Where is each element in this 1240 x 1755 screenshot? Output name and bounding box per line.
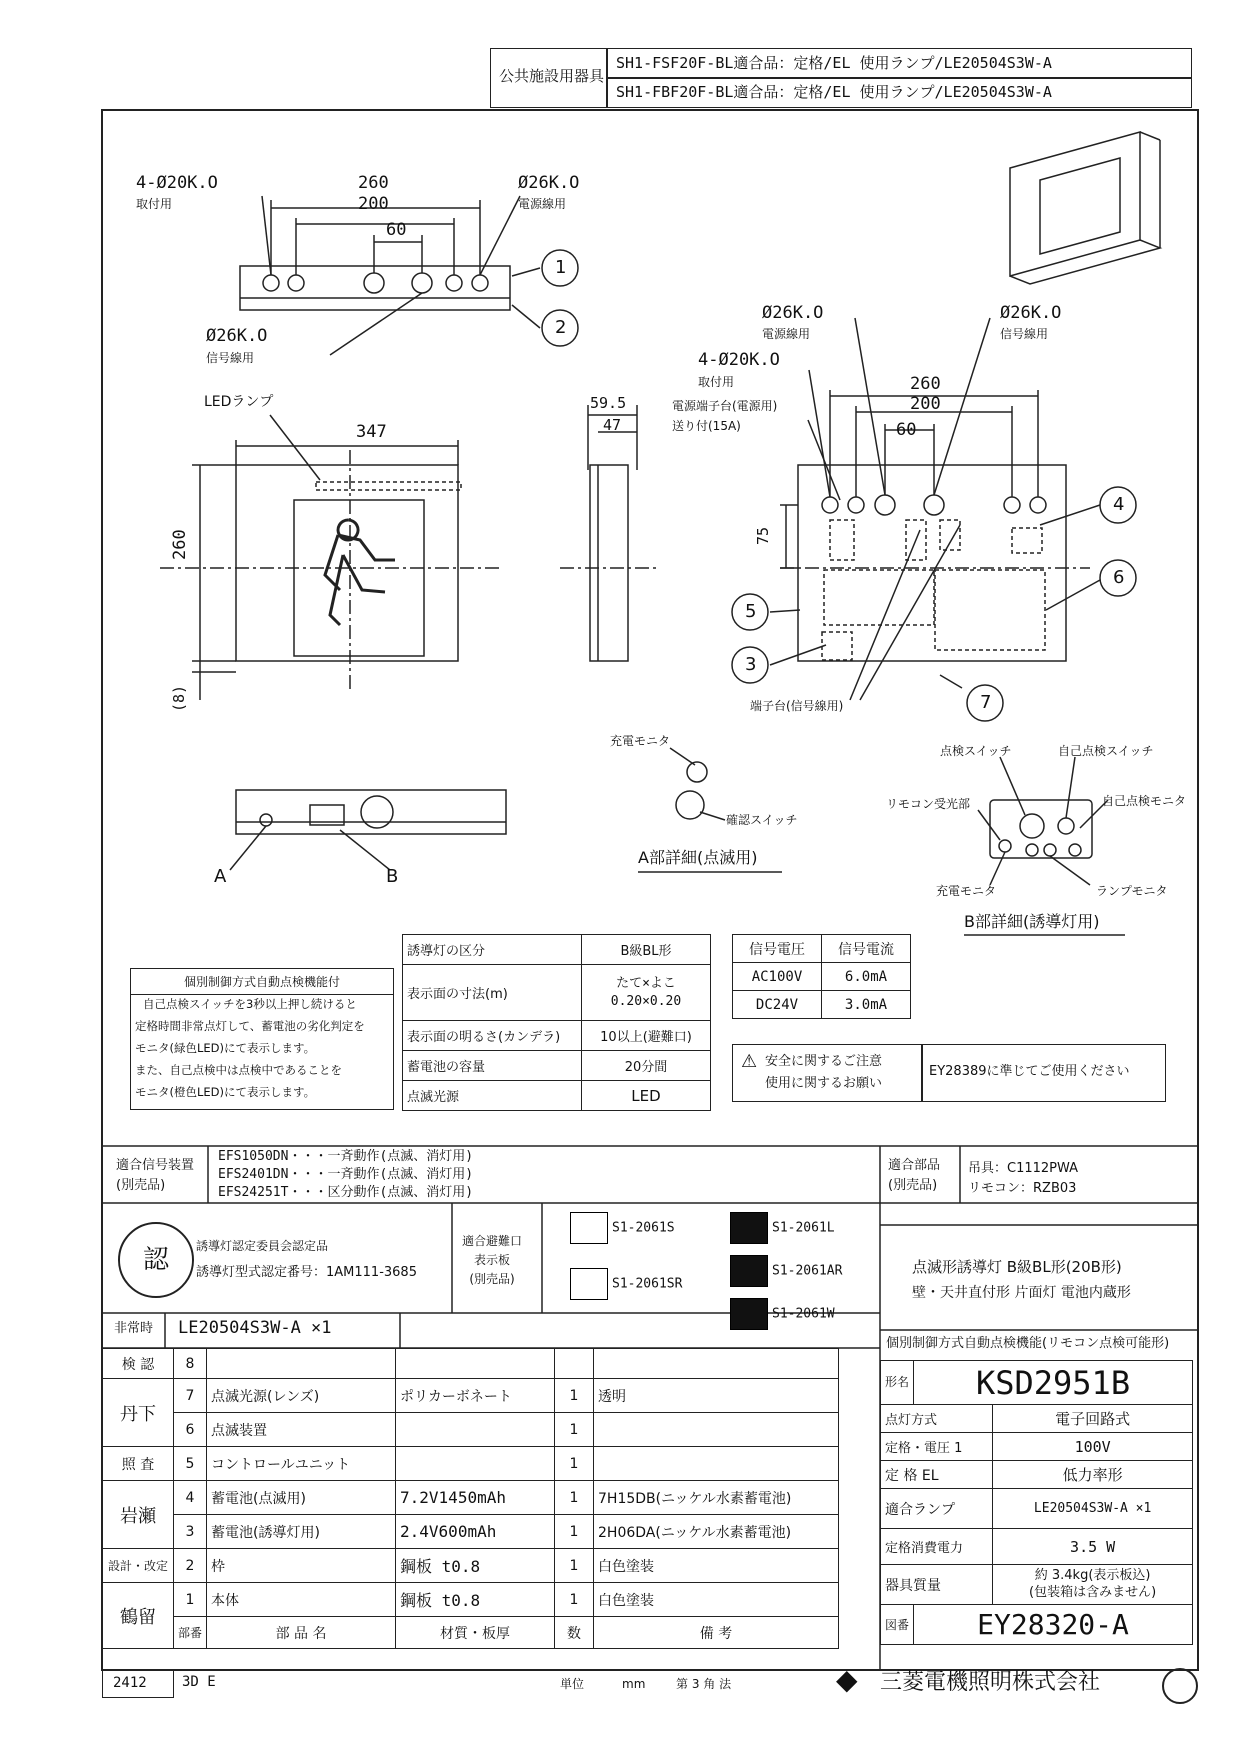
compat-signal-label: 適合信号装置 (別売品) <box>116 1158 195 1193</box>
part-no: 6 <box>174 1413 207 1447</box>
callout-2: 2 <box>555 317 567 338</box>
callout-5: 5 <box>745 601 757 622</box>
back-label-terminal-signal: 端子台(信号線用) <box>750 699 844 713</box>
circle-mark-icon <box>1162 1668 1198 1704</box>
parts-footer-cell: 材質・板厚 <box>396 1617 555 1649</box>
detail-b-remote-receiver: リモコン受光部 <box>886 797 971 811</box>
dim-8: (8) <box>170 684 188 712</box>
dim-4phi20: 4-Ø20K.O <box>136 173 218 193</box>
label-mount: 取付用 <box>136 197 173 211</box>
dim-60: 60 <box>386 220 407 240</box>
voltage-label: 定格・電圧 1 <box>881 1433 993 1461</box>
label-signal: 信号線用 <box>206 351 255 365</box>
lighting-label: 点灯方式 <box>881 1405 993 1433</box>
part-note <box>594 1447 839 1481</box>
part-note: 7H15DB(ニッケル水素蓄電池) <box>594 1481 839 1515</box>
part-qty: 1 <box>555 1379 594 1413</box>
part-name: 蓄電池(点滅用) <box>207 1481 396 1515</box>
part-material: 2.4V600mAh <box>396 1515 555 1549</box>
signoff-role: 設計・改定 <box>103 1549 174 1583</box>
safety-line-2: 使用に関するお願い <box>765 1076 883 1091</box>
safety-line-1: 安全に関するご注意 <box>765 1054 883 1069</box>
evac-panel-item: S1-2061W <box>730 1298 835 1330</box>
part-qty: 1 <box>555 1481 594 1515</box>
part-note: 2H06DA(ニッケル水素蓄電池) <box>594 1515 839 1549</box>
product-desc-line-2: 壁・天井直付形 片面灯 電池内蔵形 <box>912 1285 1131 1301</box>
signoff-role: 照 査 <box>103 1447 174 1481</box>
dim-260-vertical: 260 <box>170 529 190 560</box>
model-label: 形名 <box>881 1361 914 1405</box>
dim-200: 200 <box>358 194 389 214</box>
dim-347: 347 <box>356 422 387 442</box>
footer-company: 三菱電機照明株式会社 <box>880 1670 1101 1695</box>
self-check-line-4: また、自己点検中は点検中であることを <box>135 1063 342 1077</box>
part-material <box>396 1349 555 1379</box>
spec-value: LED <box>582 1081 711 1111</box>
callout-3: 3 <box>745 654 757 675</box>
part-note: 白色塗装 <box>594 1583 839 1617</box>
back-label-terminal-power: 電源端子台(電源用) <box>672 399 778 413</box>
part-note <box>594 1349 839 1379</box>
spec-panel-title: 個別制御方式自動点検機能(リモコン点検可能形) <box>886 1336 1170 1351</box>
part-qty: 1 <box>555 1549 594 1583</box>
part-material: 鋼板 t0.8 <box>396 1583 555 1617</box>
part-no: 5 <box>174 1447 207 1481</box>
part-material: ポリカーボネート <box>396 1379 555 1413</box>
footer-date-box <box>102 1670 174 1698</box>
detail-b-self-check-monitor: 自己点検モニタ <box>1102 794 1187 808</box>
footer-unit-label: 単位 <box>560 1677 585 1691</box>
part-no: 3 <box>174 1515 207 1549</box>
product-desc-line-1: 点滅形誘導灯 B級BL形(20B形) <box>912 1258 1122 1276</box>
part-name: 点滅装置 <box>207 1413 396 1447</box>
part-material <box>396 1413 555 1447</box>
drawing-number: EY28320-A <box>914 1605 1193 1645</box>
signal-cell: AC100V <box>733 963 822 991</box>
part-no: 8 <box>174 1349 207 1379</box>
spec-value: B級BL形 <box>582 935 711 965</box>
detail-a-check-switch: 確認スイッチ <box>726 813 798 827</box>
back-label-power: 電源線用 <box>762 327 811 341</box>
part-no: 7 <box>174 1379 207 1413</box>
lamp-value: LE20504S3W-A ×1 <box>993 1489 1193 1529</box>
back-label-mount: 取付用 <box>698 375 735 389</box>
mass-label: 器具質量 <box>881 1565 993 1605</box>
seal-text: 認 <box>142 1245 169 1275</box>
header-model-line-1: SH1-FSF20F-BL適合品：定格/EL 使用ランプ/LE20504S3W-A <box>616 54 1052 72</box>
compat-signal-item: EFS1050DN・・・一斉動作(点滅、消灯用) <box>218 1149 474 1164</box>
rating-value: 低力率形 <box>993 1461 1193 1489</box>
part-qty: 1 <box>555 1583 594 1617</box>
safety-box <box>732 1044 1166 1102</box>
callout-4: 4 <box>1113 494 1125 515</box>
footer-unit: mm <box>622 1677 646 1691</box>
dim-phi26-power: Ø26K.O <box>518 173 580 193</box>
evac-panel-label: 適合避難口 表示板 (別売品) <box>462 1234 523 1287</box>
parts-footer-cell: 数 <box>555 1617 594 1649</box>
compat-parts-item: 吊具：C1112PWA <box>968 1161 1079 1176</box>
back-dim-4phi20: 4-Ø20K.O <box>698 350 780 370</box>
parts-footer-cell: 部番 <box>174 1617 207 1649</box>
spec-value: 20分間 <box>582 1051 711 1081</box>
signal-header: 信号電圧 <box>733 935 822 963</box>
evac-panel-item: S1-2061AR <box>730 1255 842 1287</box>
cert-line-2: 誘導灯型式認定番号：1AM111-3685 <box>196 1265 417 1280</box>
model-number: KSD2951B <box>914 1361 1193 1405</box>
evac-sign-icon <box>730 1298 768 1330</box>
certification-seal <box>118 1222 194 1298</box>
self-check-title: 個別制御方式自動点検機能付 <box>131 973 393 995</box>
part-qty: 1 <box>555 1447 594 1481</box>
spec-label: 蓄電池の容量 <box>403 1051 582 1081</box>
emergency-value: LE20504S3W-A ×1 <box>178 1318 332 1338</box>
signal-table <box>732 934 911 1019</box>
spec-panel <box>880 1360 1193 1645</box>
self-check-line-3: モニタ(緑色LED)にて表示します。 <box>135 1041 316 1055</box>
part-no: 2 <box>174 1549 207 1583</box>
signoff-role: 検 認 <box>103 1349 174 1379</box>
back-label-signal: 信号線用 <box>1000 327 1049 341</box>
part-name: 本体 <box>207 1583 396 1617</box>
part-name: コントロールユニット <box>207 1447 396 1481</box>
back-phi26-signal: Ø26K.O <box>1000 303 1062 323</box>
evac-sign-icon <box>730 1212 768 1244</box>
evac-panel-item: S1-2061SR <box>570 1268 682 1300</box>
parts-footer-cell: 備 考 <box>594 1617 839 1649</box>
spec-label: 表示面の明るさ(カンデラ) <box>403 1021 582 1051</box>
dim-phi26-signal: Ø26K.O <box>206 326 268 346</box>
spec-value: 10以上(避難口) <box>582 1021 711 1051</box>
evac-panel-item: S1-2061L <box>730 1212 835 1244</box>
evac-sign-icon <box>730 1255 768 1287</box>
part-qty: 1 <box>555 1413 594 1447</box>
callout-1: 1 <box>555 257 567 278</box>
detail-a-charge-monitor: 充電モニタ <box>610 734 671 748</box>
parts-footer-cell: 部 品 名 <box>207 1617 396 1649</box>
back-label-feed: 送り付(15A) <box>672 419 741 433</box>
detail-b-self-check-switch: 自己点検スイッチ <box>1058 744 1154 758</box>
self-check-line-2: 定格時間非常点灯して、蓄電池の劣化判定を <box>135 1019 365 1033</box>
mitsubishi-logo-icon: ◆ <box>836 1663 858 1696</box>
evac-sign-icon <box>570 1268 608 1300</box>
part-name: 枠 <box>207 1549 396 1583</box>
back-dim-260: 260 <box>910 374 941 394</box>
label-power: 電源線用 <box>518 197 567 211</box>
detail-b-title: B部詳細(誘導灯用) <box>964 912 1100 931</box>
spec-value: たて×よこ 0.20×0.20 <box>582 965 711 1021</box>
safety-note: EY28389に準じてご使用ください <box>929 1064 1130 1079</box>
detail-b-charge-monitor: 充電モニタ <box>936 884 997 898</box>
detail-b-lamp-monitor: ランプモニタ <box>1096 884 1168 898</box>
power-label: 定格消費電力 <box>881 1529 993 1565</box>
signal-cell: DC24V <box>733 991 822 1019</box>
dim-47: 47 <box>603 416 622 434</box>
part-name: 蓄電池(誘導灯用) <box>207 1515 396 1549</box>
cert-line-1: 誘導灯認定委員会認定品 <box>196 1239 329 1253</box>
label-a: A <box>214 866 227 887</box>
mass-value: 約 3.4kg(表示板込) (包装箱は含みません) <box>993 1565 1193 1605</box>
signal-header: 信号電流 <box>822 935 911 963</box>
signal-cell: 6.0mA <box>822 963 911 991</box>
part-qty: 1 <box>555 1515 594 1549</box>
compat-signal-item: EFS2401DN・・・一斉動作(点滅、消灯用) <box>218 1167 474 1182</box>
header-block <box>490 48 1192 108</box>
drawing-label: 図番 <box>881 1605 914 1645</box>
part-material <box>396 1447 555 1481</box>
compat-signal-item: EFS24251T・・・区分動作(点滅、消灯用) <box>218 1185 474 1200</box>
self-check-line-1: 自己点検スイッチを3秒以上押し続けると <box>143 997 357 1011</box>
dim-260: 260 <box>358 173 389 193</box>
back-dim-75: 75 <box>754 526 772 545</box>
detail-a-title: A部詳細(点滅用) <box>638 848 758 867</box>
compat-parts-label: 適合部品 (別売品) <box>888 1158 941 1193</box>
signoff-name: 丹下 <box>103 1379 174 1447</box>
part-qty <box>555 1349 594 1379</box>
warning-icon: ⚠ <box>741 1051 758 1072</box>
header-model-line-2: SH1-FBF20F-BL適合品：定格/EL 使用ランプ/LE20504S3W-A <box>616 83 1052 101</box>
back-dim-60: 60 <box>896 420 917 440</box>
signoff-name: 岩瀬 <box>103 1481 174 1549</box>
part-note: 透明 <box>594 1379 839 1413</box>
part-no: 1 <box>174 1583 207 1617</box>
compat-parts-item: リモコン：RZB03 <box>968 1181 1077 1196</box>
lamp-label: 適合ランプ <box>881 1489 993 1529</box>
part-note <box>594 1413 839 1447</box>
part-name: 点滅光源(レンズ) <box>207 1379 396 1413</box>
callout-6: 6 <box>1113 567 1125 588</box>
back-phi26-power: Ø26K.O <box>762 303 824 323</box>
spec-label: 点滅光源 <box>403 1081 582 1111</box>
dim-59-5: 59.5 <box>590 394 627 412</box>
parts-table <box>102 1348 839 1649</box>
power-value: 3.5 W <box>993 1529 1193 1565</box>
lighting-value: 電子回路式 <box>993 1405 1193 1433</box>
spec-label: 誘導灯の区分 <box>403 935 582 965</box>
footer-rev: 3D E <box>182 1674 216 1690</box>
part-material: 7.2V1450mAh <box>396 1481 555 1515</box>
self-check-line-5: モニタ(橙色LED)にて表示します。 <box>135 1085 316 1099</box>
signoff-name: 鶴留 <box>103 1583 174 1649</box>
label-led-lamp: LEDランプ <box>204 394 274 410</box>
spec-table <box>402 934 711 1111</box>
evac-panel-item: S1-2061S <box>570 1212 675 1244</box>
self-check-box <box>130 968 394 1110</box>
part-material: 鋼板 t0.8 <box>396 1549 555 1583</box>
part-no: 4 <box>174 1481 207 1515</box>
voltage-value: 100V <box>993 1433 1193 1461</box>
detail-b-check-switch: 点検スイッチ <box>940 744 1012 758</box>
emergency-label: 非常時 <box>114 1321 154 1336</box>
callout-7: 7 <box>980 692 992 713</box>
signal-cell: 3.0mA <box>822 991 911 1019</box>
part-name <box>207 1349 396 1379</box>
spec-label: 表示面の寸法(m) <box>403 965 582 1021</box>
label-b: B <box>386 866 399 887</box>
part-note: 白色塗装 <box>594 1549 839 1583</box>
header-category: 公共施設用器具 <box>499 67 605 85</box>
footer-projection: 第 3 角 法 <box>676 1677 732 1691</box>
back-dim-200: 200 <box>910 394 941 414</box>
evac-sign-icon <box>570 1212 608 1244</box>
rating-label: 定 格 EL <box>881 1461 993 1489</box>
footer-date: 2412 <box>113 1675 147 1691</box>
